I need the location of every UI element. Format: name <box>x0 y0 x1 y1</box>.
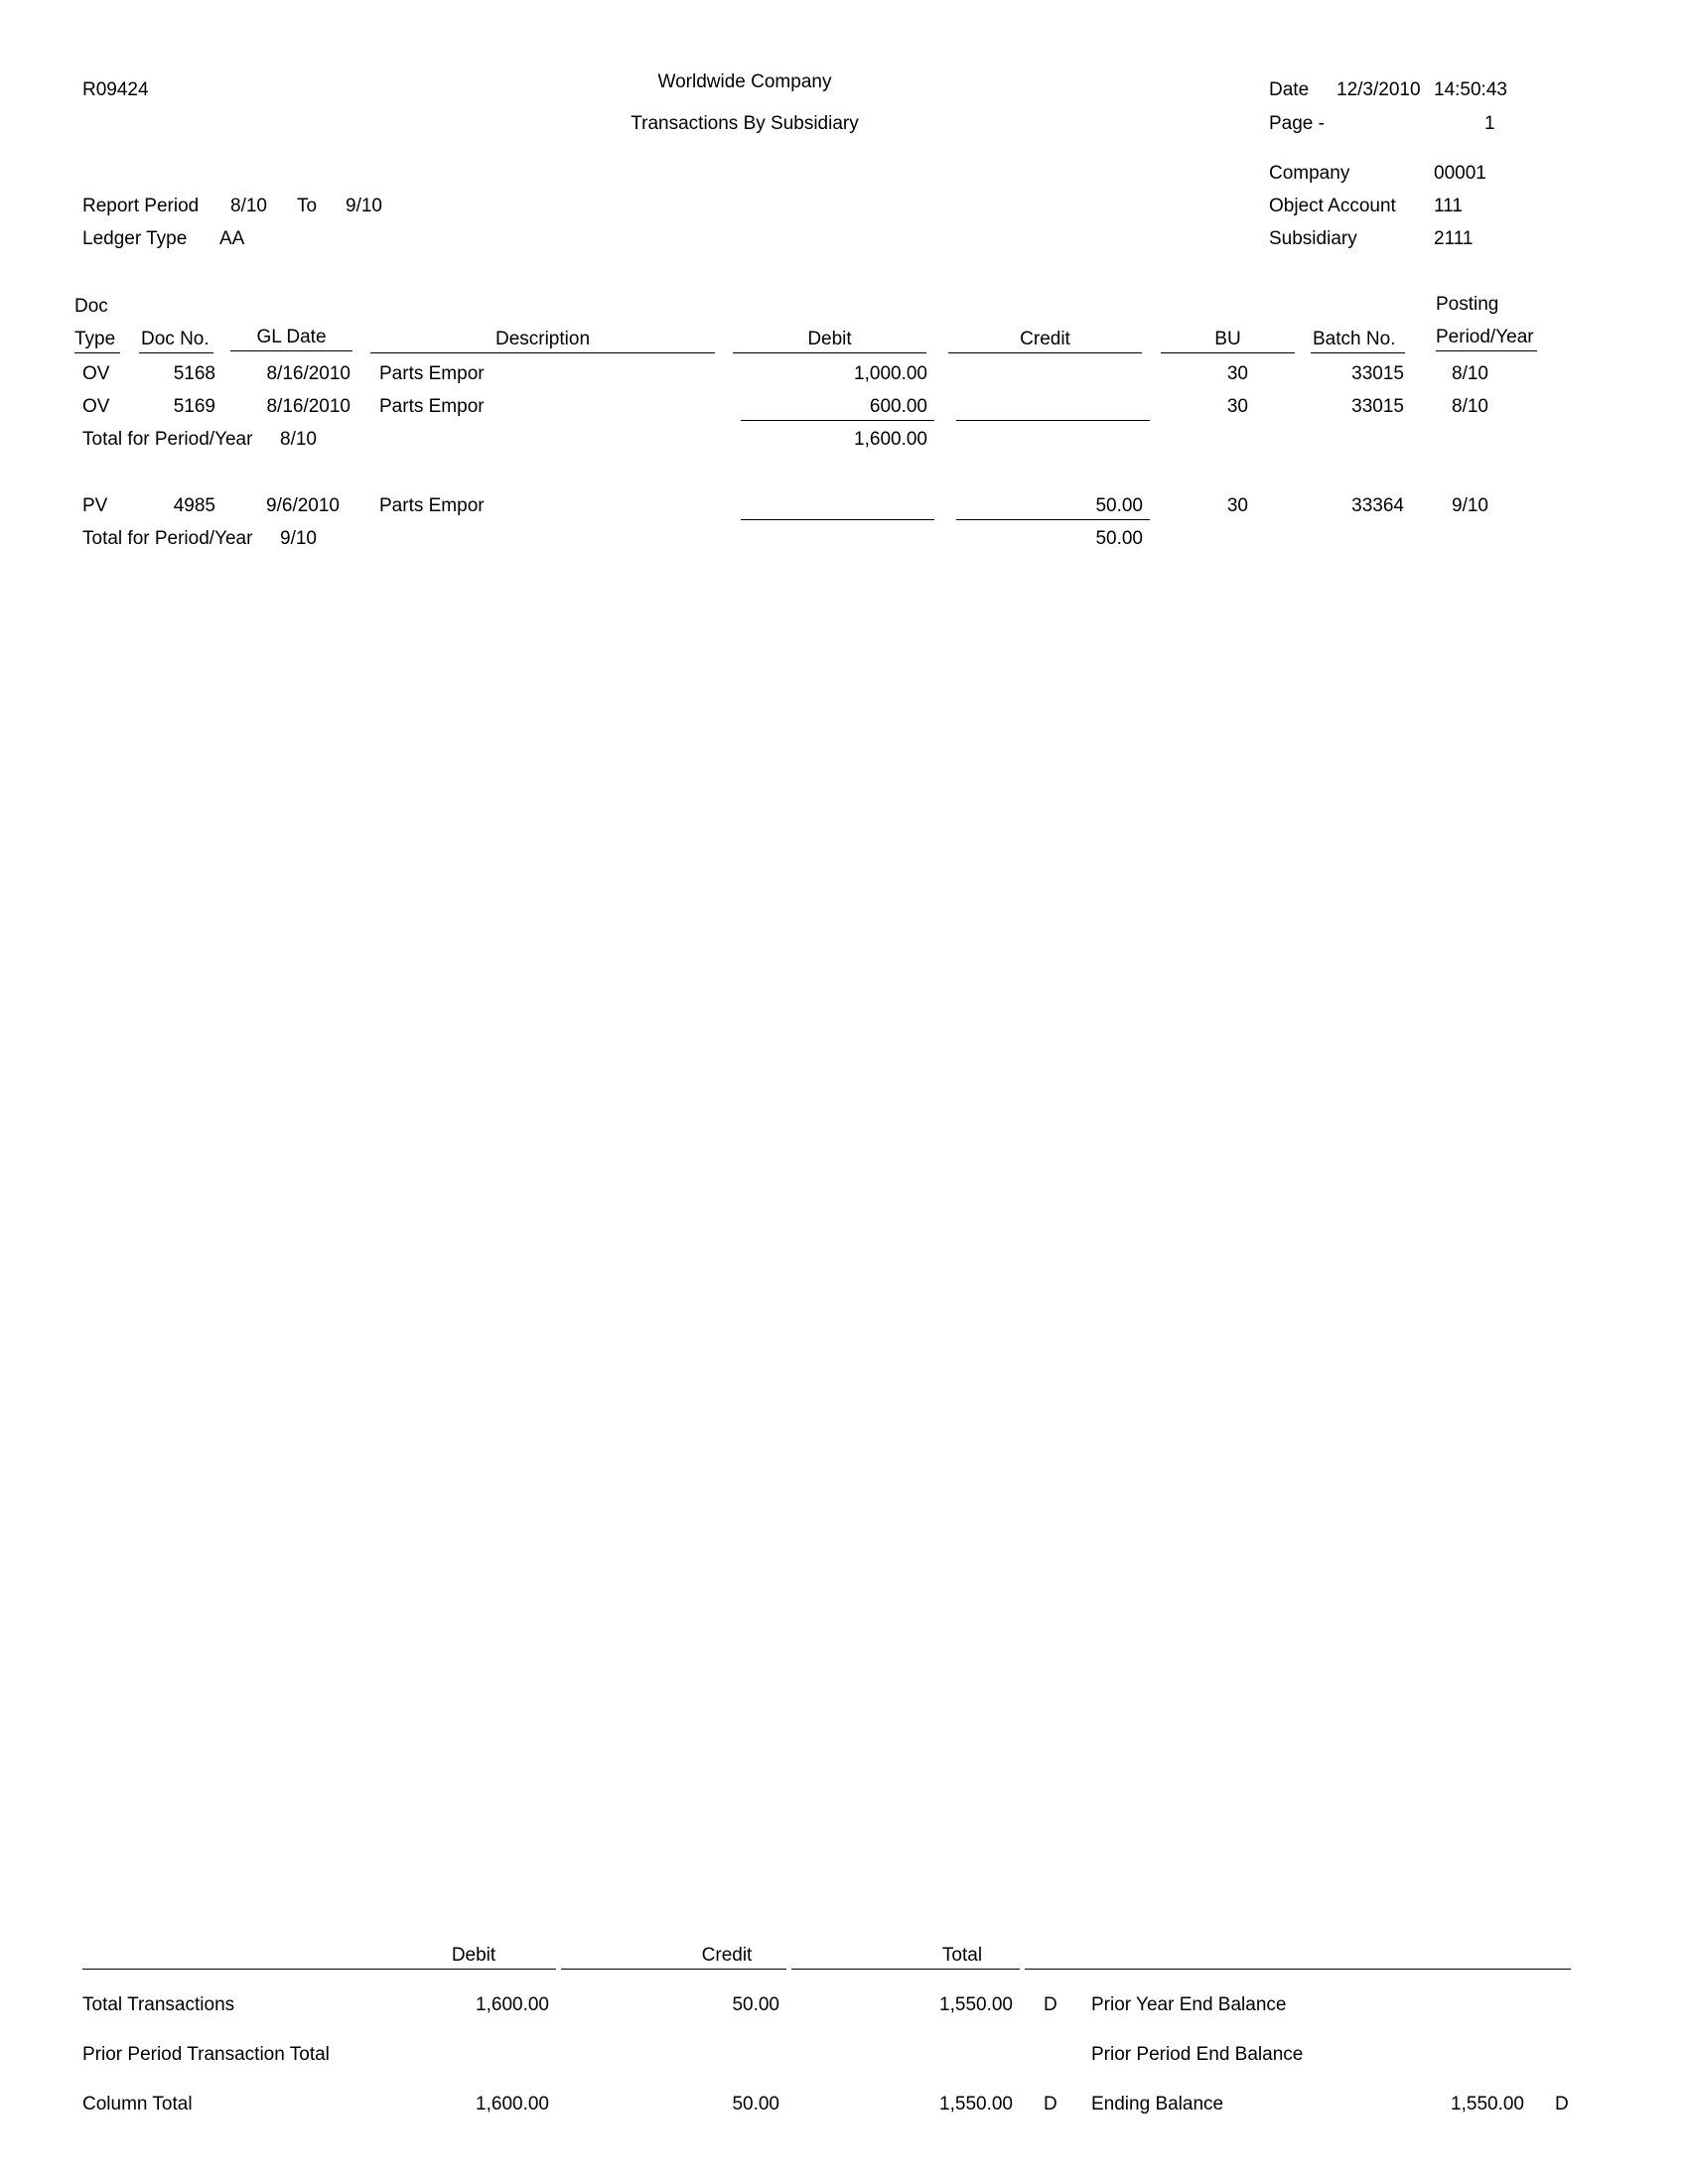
underline-batch-no <box>1311 352 1405 353</box>
col-posting: Posting <box>1436 294 1499 315</box>
summary-credit: 50.00 <box>732 1994 779 2015</box>
page-number: 1 <box>1484 113 1495 134</box>
subtotal-line-credit <box>956 420 1150 421</box>
period-total-label: Total for Period/Year <box>82 429 253 450</box>
cell-description: Parts Empor <box>379 363 485 384</box>
underline-description <box>370 352 715 353</box>
cell-batch-no: 33015 <box>1351 396 1404 417</box>
summary-dc: D <box>1044 2094 1057 2115</box>
cell-period: 8/10 <box>1452 396 1488 417</box>
col-bu: BU <box>1214 329 1241 349</box>
report-id: R09424 <box>82 79 149 100</box>
cell-period: 8/10 <box>1452 363 1488 384</box>
cell-doc-no: 5169 <box>173 396 215 417</box>
summary-total: 1,550.00 <box>939 1994 1013 2015</box>
cell-bu: 30 <box>1226 495 1248 516</box>
summary-debit: 1,600.00 <box>476 1994 549 2015</box>
cell-type: OV <box>82 363 110 384</box>
cell-type: OV <box>82 396 110 417</box>
subtotal-line-debit <box>741 420 934 421</box>
col-period-year: Period/Year <box>1436 327 1534 347</box>
object-account-value: 111 <box>1434 196 1463 216</box>
subtotal-line-credit <box>956 519 1150 520</box>
underline-period-year <box>1436 350 1537 351</box>
col-doc-no: Doc No. <box>141 329 210 349</box>
summary-label: Prior Period Transaction Total <box>82 2044 330 2065</box>
summary-col-debit: Debit <box>451 1945 496 1966</box>
summary-right-label: Ending Balance <box>1091 2094 1224 2115</box>
date-value: 12/3/2010 <box>1336 79 1421 100</box>
underline-doc-no <box>139 352 213 353</box>
col-type: Type <box>74 329 116 349</box>
underline-gl-date <box>230 350 352 351</box>
cell-doc-no: 5168 <box>173 363 215 384</box>
summary-right-label: Prior Year End Balance <box>1091 1994 1287 2015</box>
page-label: Page - <box>1269 113 1325 134</box>
ending-balance-dc: D <box>1555 2094 1569 2115</box>
underline-bu <box>1161 352 1295 353</box>
underline-credit <box>948 352 1142 353</box>
date-label: Date <box>1269 79 1310 100</box>
object-account-label: Object Account <box>1269 196 1396 216</box>
report-period-label: Report Period <box>82 196 200 216</box>
summary-rule-right <box>1025 1969 1571 1970</box>
period-total-credit: 50.00 <box>1095 528 1143 549</box>
summary-col-credit: Credit <box>701 1945 753 1966</box>
summary-credit: 50.00 <box>732 2094 779 2115</box>
summary-label: Total Transactions <box>82 1994 235 2015</box>
summary-debit: 1,600.00 <box>476 2094 549 2115</box>
cell-credit: 50.00 <box>1095 495 1143 516</box>
time-value: 14:50:43 <box>1434 79 1507 100</box>
cell-type: PV <box>82 495 108 516</box>
cell-description: Parts Empor <box>379 396 485 417</box>
col-batch-no: Batch No. <box>1313 329 1396 349</box>
period-total-period: 8/10 <box>280 429 317 450</box>
report-period-to: 9/10 <box>346 196 382 216</box>
cell-doc-no: 4985 <box>173 495 215 516</box>
col-description: Description <box>494 329 591 349</box>
cell-bu: 30 <box>1226 363 1248 384</box>
cell-gl-date: 9/6/2010 <box>266 495 340 516</box>
cell-gl-date: 8/16/2010 <box>266 396 351 417</box>
cell-batch-no: 33364 <box>1351 495 1404 516</box>
cell-gl-date: 8/16/2010 <box>266 363 351 384</box>
cell-batch-no: 33015 <box>1351 363 1404 384</box>
summary-rule-credit <box>561 1969 786 1970</box>
summary-col-total: Total <box>941 1945 983 1966</box>
subsidiary-label: Subsidiary <box>1269 228 1357 249</box>
underline-type <box>74 352 120 353</box>
subtotal-line-debit <box>741 519 934 520</box>
underline-debit <box>733 352 926 353</box>
summary-total: 1,550.00 <box>939 2094 1013 2115</box>
report-title: Transactions By Subsidiary <box>631 113 859 134</box>
cell-period: 9/10 <box>1452 495 1488 516</box>
company-name: Worldwide Company <box>657 71 832 92</box>
summary-dc: D <box>1044 1994 1057 2015</box>
report-period-to-label: To <box>297 196 318 216</box>
subsidiary-value: 2111 <box>1434 228 1474 249</box>
company-value: 00001 <box>1434 163 1486 184</box>
summary-rule-left <box>82 1969 556 1970</box>
period-total-period: 9/10 <box>280 528 317 549</box>
cell-debit: 600.00 <box>869 396 927 417</box>
period-total-label: Total for Period/Year <box>82 528 253 549</box>
summary-right-label: Prior Period End Balance <box>1091 2044 1304 2065</box>
cell-description: Parts Empor <box>379 495 485 516</box>
cell-bu: 30 <box>1226 396 1248 417</box>
ledger-type-label: Ledger Type <box>82 228 188 249</box>
col-credit: Credit <box>1020 329 1070 349</box>
summary-label: Column Total <box>82 2094 193 2115</box>
cell-debit: 1,000.00 <box>854 363 927 384</box>
report-period-from: 8/10 <box>230 196 267 216</box>
col-debit: Debit <box>807 329 852 349</box>
col-doc: Doc <box>74 296 108 317</box>
ending-balance-value: 1,550.00 <box>1451 2094 1524 2115</box>
period-total-debit: 1,600.00 <box>854 429 927 450</box>
col-gl-date: GL Date <box>256 327 327 347</box>
company-label: Company <box>1269 163 1350 184</box>
summary-rule-total <box>791 1969 1020 1970</box>
ledger-type-value: AA <box>219 228 245 249</box>
